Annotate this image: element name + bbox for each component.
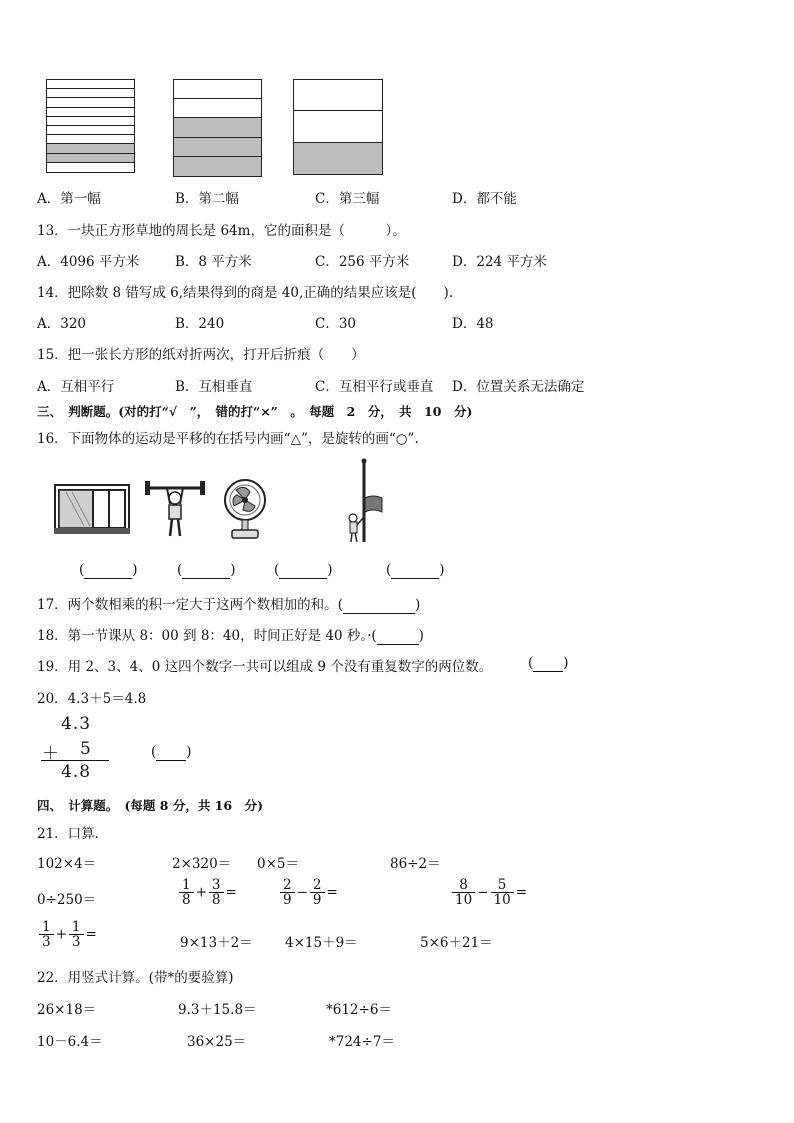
frac-den: 8 (211, 892, 221, 909)
frac-den: 9 (283, 892, 292, 909)
q21-fraction-expr-4 (37, 920, 97, 949)
q17-answer[interactable] (343, 597, 415, 614)
figure-row (47, 117, 134, 126)
q12-option-a: A．第一幅 (37, 191, 101, 207)
figure-row (47, 126, 134, 135)
window-icon (54, 484, 130, 534)
figure-row (47, 163, 134, 172)
q17-text: 17．两个数相乘的积一定大于这两个数相加的和。 (37, 597, 338, 613)
q22-r1-a: 26×18＝ (37, 1002, 97, 1018)
q14-option-c: C．30 (315, 316, 357, 332)
figure-row (174, 99, 261, 118)
q22-r2-a: 10－6.4＝ (37, 1034, 103, 1050)
figure-row (47, 154, 134, 163)
fan-icon (222, 478, 268, 540)
figure-row (47, 98, 134, 107)
figure-row (47, 89, 134, 98)
q22-r2-c: *724÷7＝ (329, 1034, 395, 1050)
q15-option-d: D．位置关系无法确定 (452, 379, 585, 395)
frac-den: 10 (455, 892, 473, 909)
frac-num: 1 (179, 878, 194, 893)
figure-row (174, 80, 261, 99)
figure-row (294, 143, 382, 174)
operator: + (195, 884, 207, 901)
q15-option-a: A．互相平行 (37, 379, 115, 395)
q20-vertical-rule (41, 760, 109, 761)
q20-vertical-top: 4.3 (61, 714, 92, 734)
figure-row (47, 135, 134, 144)
figure-row (294, 80, 382, 111)
q16-answer-4[interactable]: ( ) (386, 562, 445, 578)
frac-den: 8 (182, 892, 191, 909)
section3-title: 三、 判断题。(对的打“√ ”， 错的打“×” 。 每题 2 分， 共 10 分) (37, 404, 473, 419)
frac-num: 5 (491, 878, 514, 893)
q20-text: 20．4.3＋5＝4.8 (37, 691, 147, 707)
frac-num: 1 (39, 920, 54, 935)
q21-fraction-expr-2 (278, 878, 338, 907)
q15-option-b: B．互相垂直 (175, 379, 253, 395)
q21-fraction-expr-1 (177, 878, 237, 907)
frac-den: 10 (493, 892, 511, 909)
figure-3 (293, 79, 383, 175)
figure-row (174, 138, 261, 157)
q13-text: 13．一块正方形草地的周长是 64m，它的面积是（ ）。 (37, 223, 406, 239)
q21-r2-a: 0÷250＝ (37, 892, 97, 908)
q21-r1-b: 2×320＝ (172, 856, 232, 872)
q14-text: 14．把除数 8 错写成 6,结果得到的商是 40,正确的结果应该是( ). (37, 285, 454, 301)
q18-line: 18．第一节课从 8：00 到 8：40，时间正好是 40 秒。·( ) (37, 628, 424, 644)
q22-r2-b: 36×25＝ (187, 1034, 247, 1050)
q20-answer[interactable]: ( ) (151, 744, 192, 760)
q13-option-d: D．224 平方米 (452, 254, 547, 270)
q21-r3-d: 5×6＋21＝ (420, 935, 493, 951)
q20-vertical-plus: ＋ (42, 744, 59, 764)
equals: = (326, 884, 338, 901)
flagpole-icon (342, 458, 384, 544)
q20-vertical-result: 4.8 (61, 762, 92, 782)
frac-den: 3 (42, 934, 51, 951)
q21-r1-a: 102×4＝ (37, 856, 97, 872)
frac-num: 8 (452, 878, 475, 893)
figure-2 (173, 79, 262, 177)
q21-text: 21．口算． (37, 826, 109, 842)
q14-option-a: A．320 (37, 316, 87, 332)
q15-option-c: C．互相平行或垂直 (315, 379, 434, 395)
q16-text: 16．下面物体的运动是平移的在括号内画“△”，是旋转的画“○”. (37, 431, 419, 447)
q16-answer-2[interactable]: ( ) (177, 562, 236, 578)
q14-option-d: D．48 (452, 316, 494, 332)
q19-text: 19．用 2、3、4、0 这四个数字一共可以组成 9 个没有重复数字的两位数。 (37, 659, 493, 675)
q20-vertical-addend: 5 (80, 739, 91, 759)
figure-1 (46, 79, 135, 173)
q22-r1-c: *612÷6＝ (326, 1002, 392, 1018)
q15-text: 15．把一张长方形的纸对折两次，打开后折痕（ ） (37, 347, 365, 363)
frac-num: 3 (209, 878, 224, 893)
q13-option-b: B．8 平方米 (175, 254, 252, 270)
figure-row (174, 118, 261, 137)
section4-title: 四、 计算题。 (每题 8 分，共 16 分) (37, 798, 263, 813)
operator: − (296, 884, 308, 901)
frac-num: 2 (280, 878, 295, 893)
figure-row (294, 111, 382, 142)
q13-option-a: A．4096 平方米 (37, 254, 140, 270)
equals: = (515, 884, 527, 901)
q21-r1-d: 86÷2＝ (390, 856, 441, 872)
q13-option-c: C．256 平方米 (315, 254, 410, 270)
figure-row (174, 157, 261, 176)
q18-text: 18．第一节课从 8：00 到 8：40，时间正好是 40 秒。· (37, 628, 372, 644)
frac-den: 3 (71, 934, 81, 951)
q18-answer[interactable] (377, 628, 419, 645)
figure-row (47, 108, 134, 117)
q12-option-b: B．第二幅 (175, 191, 239, 207)
q14-option-b: B．240 (175, 316, 225, 332)
q12-option-c: C．第三幅 (315, 191, 380, 207)
frac-num: 1 (69, 920, 84, 935)
weightlifter-icon (143, 478, 207, 540)
figure-row (47, 80, 134, 89)
equals: = (85, 926, 97, 943)
q21-r3-c: 4×15＋9＝ (285, 935, 358, 951)
q16-answer-3[interactable]: ( ) (274, 562, 333, 578)
q22-r1-b: 9.3＋15.8＝ (178, 1002, 257, 1018)
figure-row (47, 144, 134, 153)
frac-den: 9 (312, 892, 322, 909)
operator: − (477, 884, 489, 901)
q21-fraction-expr-3 (450, 878, 527, 907)
q19-answer[interactable]: ( ) (528, 655, 569, 671)
q17-line: 17．两个数相乘的积一定大于这两个数相加的和。( ) (37, 597, 421, 613)
equals: = (225, 884, 237, 901)
q21-r3-b: 9×13＋2＝ (180, 935, 253, 951)
operator: + (55, 926, 67, 943)
frac-num: 2 (310, 878, 325, 893)
q12-option-d: D．都不能 (452, 191, 517, 207)
q21-r1-c: 0×5＝ (257, 856, 299, 872)
q22-text: 22．用竖式计算。(带*的要验算) (37, 970, 234, 986)
q16-answer-1[interactable]: ( ) (79, 562, 138, 578)
